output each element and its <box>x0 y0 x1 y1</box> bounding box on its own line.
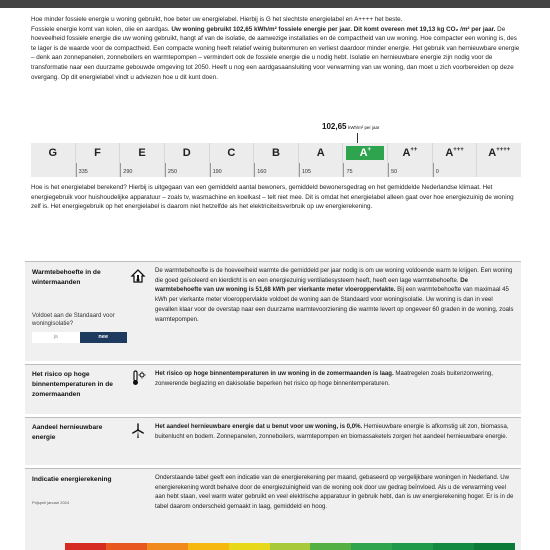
section-title-warmte: Warmtebehoefte in de wintermaanden <box>32 269 101 286</box>
section-hernieuwbaar <box>25 417 521 465</box>
scale-threshold: 105 <box>301 169 312 175</box>
scale-cell <box>120 143 165 177</box>
scale-threshold: 0 <box>435 169 439 175</box>
intro-fossil-usage: Uw woning gebruikt 102,65 kWh/m² fossiele energie per jaar. Dit komt overeen met 19,13 kg CO₂ /m² per jaar. <box>171 25 496 33</box>
scale-cell <box>210 143 255 177</box>
color-segment <box>147 543 188 550</box>
scale-threshold: 75 <box>346 169 353 175</box>
scale-threshold: 160 <box>257 169 267 175</box>
scale-tick <box>254 163 255 177</box>
scale-threshold: 335 <box>78 169 88 175</box>
scale-cell <box>388 143 433 177</box>
isolation-question: Voldoet aan de Standaard voor woningisolatie? <box>32 313 115 327</box>
color-segment <box>106 543 147 550</box>
section-text-warmte: De warmtebehoefte is de hoeveelheid warmte die gemiddeld per jaar nodig is om uw woning voldoende warm te krijgen. Een woning die goed geïsoleerd en kierdicht is en een energiezuinig ventilatiesysteem heeft, heeft een lage warmtebehoefte. De warmtebehoefte van uw woning is 51,68 kWh per vierkante meter vloeroppervlakte. Bij een warmtebehoefte van maximaal 45 kWh per vierkante meter vloeroppervlakte voldoet de woning aan de Standaard voor woningisolatie. Uw woning is dan in veel gevallen klaar voor de overstap naar een duurzame warmtevoorziening die warmte levert op ongeveer 60 graden in de woning, zoals warmtepompen. <box>155 267 514 323</box>
section-title-risico: Het risico op hoge binnentemperaturen in de zomermaanden <box>32 371 113 398</box>
color-segment <box>270 543 311 550</box>
color-segment <box>65 543 106 550</box>
price-date: Prijspeil januari 2024 <box>32 500 70 505</box>
scale-label: B <box>272 147 280 159</box>
color-segment <box>392 543 433 550</box>
scale-cell <box>299 143 344 177</box>
scale-tick <box>120 163 121 177</box>
scale-tick <box>165 163 166 177</box>
scale-threshold: 290 <box>123 169 133 175</box>
calculation-explanation: Hoe is het energielabel berekend? Hierbij is uitgegaan van een gemiddeld aantal bewoners, gemiddeld bewonersgedrag en het gemiddelde Nederlandse klimaat. Het energiegebruik voor huishoudelijke apparatuur – zoals tv, wasmachine en koelkast – telt niet mee. Dit is omdat het energielabel alleen gaat over hoe energiezuinig de woning zelf is. Het energiegebruik op het energielabel is daarom niet hetzelfde als het elektriciteitsverbruik op uw energierekening. <box>31 184 514 211</box>
scale-label: A+++ <box>445 147 464 159</box>
scale-threshold: 250 <box>167 169 178 175</box>
marker-unit: kWh/m² per jaar <box>348 125 380 130</box>
energy-label-scale <box>31 143 521 177</box>
scale-tick <box>76 163 77 177</box>
color-segment <box>474 543 515 550</box>
color-segment <box>229 543 270 550</box>
scale-label: F <box>94 147 101 159</box>
color-segment <box>433 543 474 550</box>
section-text-hernieuwbaar: Het aandeel hernieuwbare energie dat u benut voor uw woning, is 0,0%. Hernieuwbare energie is afkomstig uit zon, biomassa, buitenlucht en bodem. Zonnepanelen, zonneboilers, warmtepompen en biomassaketels zorgen het aandeel hernieuwbare energie. <box>155 423 509 440</box>
section-warmtebehoefte <box>25 261 521 361</box>
color-segment <box>310 543 351 550</box>
color-segment <box>351 543 392 550</box>
scale-label: A++ <box>402 147 418 159</box>
scale-label: D <box>182 147 191 159</box>
scale-tick <box>299 163 300 177</box>
house-thermometer-icon <box>130 268 146 284</box>
intro-paragraph-2c: De hoeveelheid fossiele energie die uw woning gebruikt, hangt af van de isolatie, de aanwezige installaties en de compactheid van uw woning. Hoe compacter een woning is, des te lager is de waarde voor de compactheid. Een compacte woning heeft relatief weinig buitenmuren en verliest daardoor minder energie. Het gebruik van hernieuwbare energie – denk aan zonnepanelen, zonneboilers en warmtepompen – vermindert ook de fossiele energie die u nodig hebt. Isolatie en hernieuwbare energie zijn nodig voor de transformatie naar een duurzame gebouwde omgeving tot 2050. Heeft u nog een aardgasaansluiting voor verwarming van uw woning, dan moet u zich voorbereiden op deze overgang. Op dit energielabel vindt u adviezen hoe u dit kunt doen. <box>31 25 520 81</box>
section-text-rekening: Onderstaande tabel geeft een indicatie van de energierekening per maand, gebaseerd op vergelijkbare woningen in Nederland. Uw energierekening wordt behalve door de energiezuinigheid van de woning ook door uw gedrag beïnvloed. Als u de verwarming veel aan hebt staan, veel warm water gebruikt en veel elektrische apparatuur in gebruik hebt, dan is uw energierekening hoger. Er is in de tabel daarom onderscheid gemaakt in laag, gemiddeld en hoog. <box>155 474 514 511</box>
scale-cell <box>433 143 478 177</box>
scale-label: C <box>227 147 236 159</box>
color-segment <box>188 543 229 550</box>
scale-cell <box>165 143 210 177</box>
energy-color-bar <box>65 543 515 550</box>
scale-label: A+ <box>346 146 384 160</box>
section-energierekening <box>25 468 521 550</box>
scale-cell <box>477 143 521 177</box>
scale-label: E <box>138 147 146 159</box>
scale-label: A++++ <box>488 147 511 159</box>
section-risico <box>25 364 521 414</box>
wind-turbine-icon <box>130 423 146 439</box>
scale-label: A <box>316 147 325 159</box>
intro-paragraph-2a: Fossiele energie komt van kolen, olie en aardgas. <box>31 25 172 33</box>
isolation-toggle <box>32 332 127 343</box>
scale-cell <box>254 143 299 177</box>
marker-value: 102,65 <box>322 122 347 131</box>
section-title-hernieuwbaar: Aandeel hernieuwbare energie <box>32 424 103 441</box>
section-text-risico: Het risico op hoge binnentemperaturen in uw woning in de zomermaanden is laag. Maatregelen zoals buitenzonwering, zonwerende beglazing en dakisolatie beperken het risico op hoge binnentemperaturen. <box>155 370 493 387</box>
scale-cell <box>343 143 388 177</box>
intro-text <box>31 15 521 82</box>
scale-tick <box>343 163 344 177</box>
scale-tick <box>388 163 389 177</box>
answer-ja: ja <box>32 332 80 343</box>
scale-marker <box>322 122 422 131</box>
answer-nee: nee <box>80 332 128 343</box>
section-title-rekening: Indicatie energierekening <box>32 476 112 483</box>
scale-threshold: 190 <box>212 169 222 175</box>
scale-tick <box>433 163 434 177</box>
scale-label: G <box>48 147 58 159</box>
scale-cell <box>76 143 121 177</box>
intro-paragraph-1: Hoe minder fossiele energie u woning gebruikt, hoe beter uw energielabel. Hierbij is G het slechtste energielabel en A++++ het beste. <box>31 16 403 23</box>
top-band <box>0 0 550 8</box>
scale-threshold: 50 <box>391 169 398 175</box>
scale-cell <box>31 143 76 177</box>
scale-tick <box>210 163 211 177</box>
thermometer-sun-icon <box>130 370 146 386</box>
